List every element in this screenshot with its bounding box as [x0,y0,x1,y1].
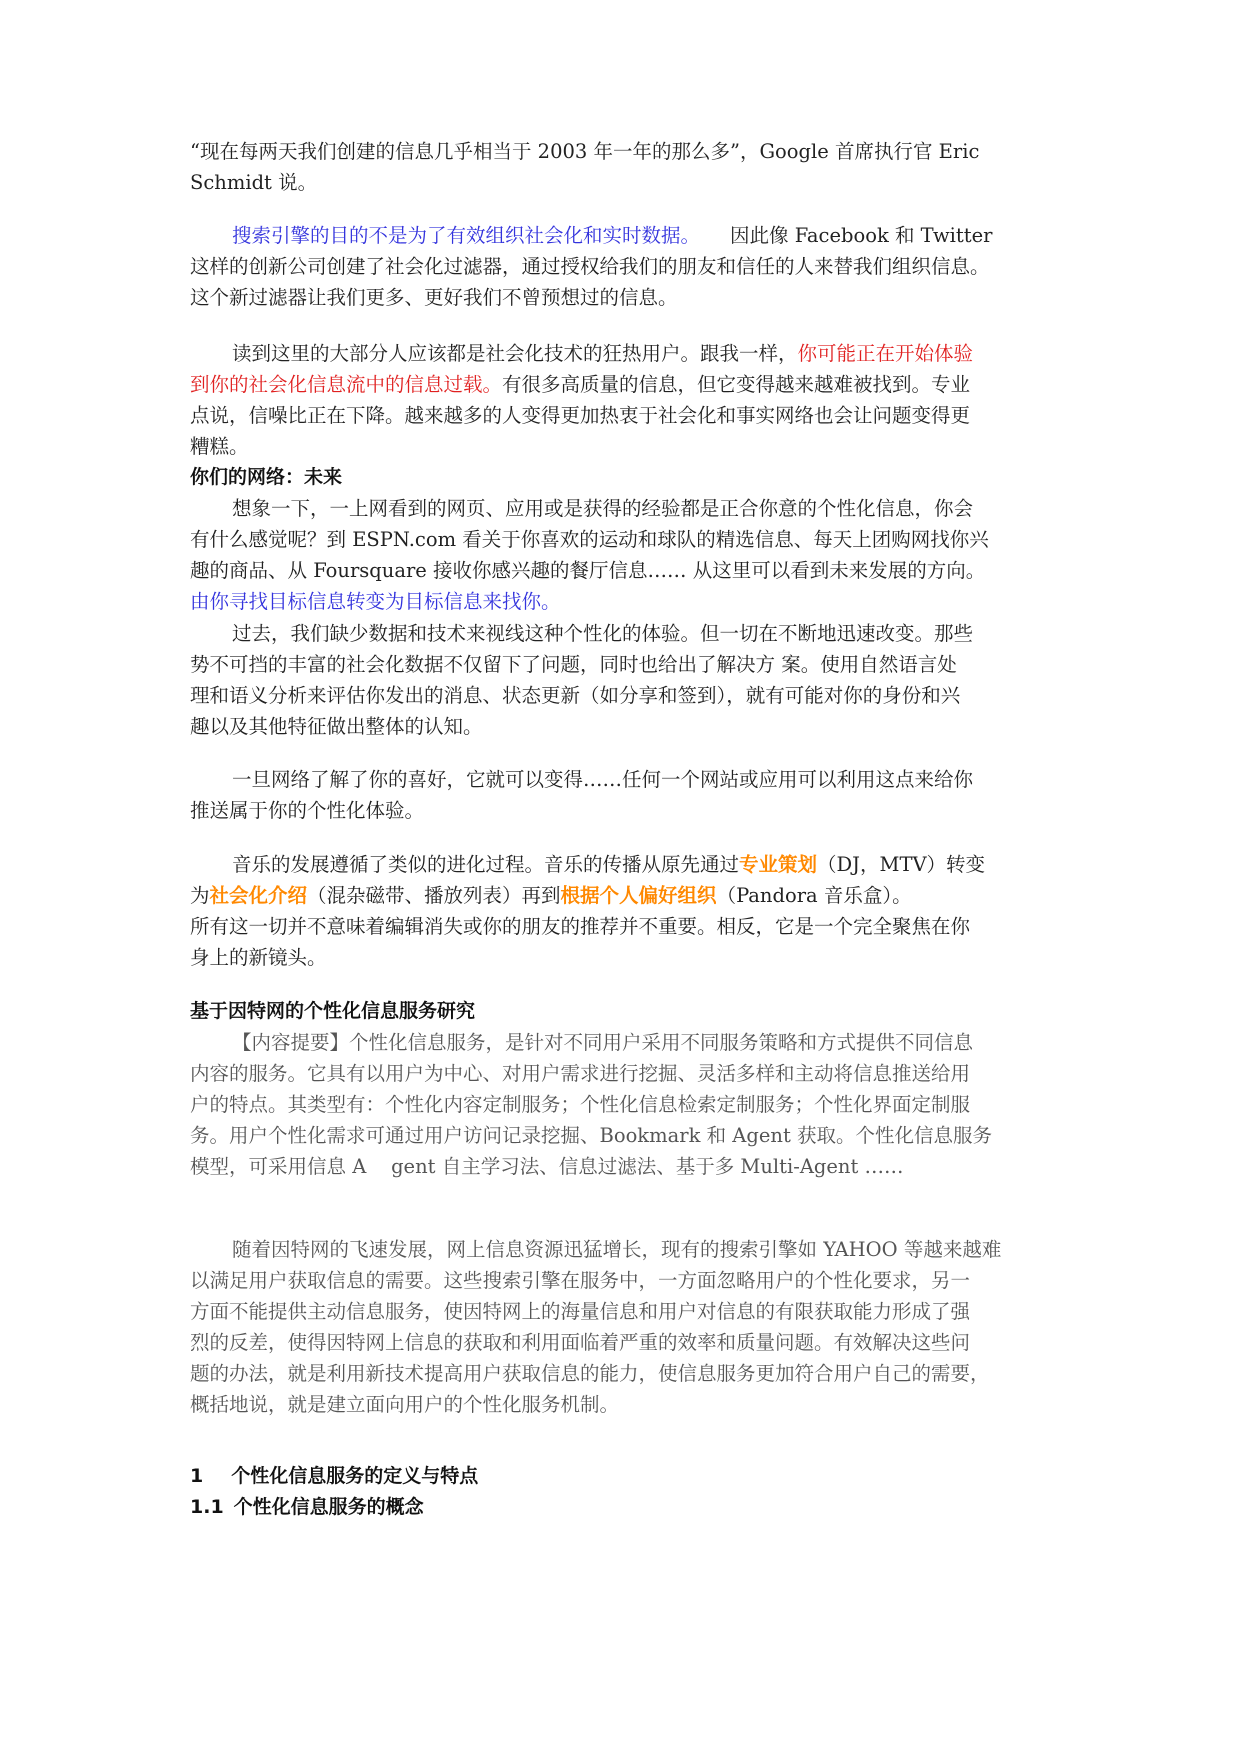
paragraph-2-line-3: 这个新过滤器让我们更多、更好我们不曾预想过的信息。 [190,286,678,309]
section-heading-1-1 [190,1491,424,1524]
paragraph-7-line-2-mid: （混杂磁带、播放列表）再到 [307,884,561,907]
paragraph-4-line-4: 由你寻找目标信息转变为目标信息来找你。 [190,590,561,613]
paragraph-3-line-2-rest: 有很多高质量的信息，但它变得越来越难被找到。专业 [502,373,971,396]
abstract-line-5: 模型，可采用信息 A gent 自主学习法、信息过滤法、基于多 Multi-Agent …… [190,1155,904,1178]
paragraph-9-line-6: 概括地说，就是建立面向用户的个性化服务机制。 [190,1393,620,1416]
paragraph-7-line-1-end: （DJ，MTV）转变 [817,853,986,876]
paragraph-3-line-3: 点说，信噪比正在下降。越来越多的人变得更加热衷于社会化和事实网络也会让问题变得更 [190,404,971,427]
paragraph-9-line-3: 方面不能提供主动信息服务，使因特网上的海量信息和用户对信息的有限获取能力形成了强 [190,1300,971,1323]
paragraph-4-line-1: 想象一下，一上网看到的网页、应用或是获得的经验都是正合你意的个性化信息，你会 [232,497,974,520]
paragraph-7-line-2-end: （Pandora 音乐盒）。 [716,884,912,907]
paragraph-5-line-2: 势不可挡的丰富的社会化数据不仅留下了问题，同时也给出了解决方 案。使用自然语言处 [190,653,957,676]
paragraph-9-line-5: 题的办法，就是利用新技术提高用户获取信息的能力，使信息服务更加符合用户自己的需要， [190,1362,990,1385]
paragraph-4-line-2: 有什么感觉呢？到 ESPN.com 看关于你喜欢的运动和球队的精选信息、每天上团购网找你兴 [190,528,989,551]
abstract-line-3: 户的特点。其类型有：个性化内容定制服务；个性化信息检索定制服务；个性化界面定制服 [190,1093,971,1116]
subsection-title: 个性化信息服务的概念 [233,1496,424,1518]
paragraph-3-line-2 [190,368,970,401]
paragraph-1-line-1: “现在每两天我们创建的信息几乎相当于 2003 年一年的那么多”，Google 首席执行官 Eric [190,140,980,163]
subsection-number: 1.1 [190,1496,224,1518]
highlight-red-text: 你可能正在开始体验 [797,342,974,365]
heading-research: 基于因特网的个性化信息服务研究 [190,1000,476,1022]
paragraph-3-line-1-text: 读到这里的大部分人应该都是社会化技术的狂热用户。跟我一样， [232,342,798,365]
section-heading-1 [190,1460,478,1493]
paragraph-1-line-2: Schmidt 说。 [190,171,318,194]
section-title: 个性化信息服务的定义与特点 [231,1465,479,1487]
paragraph-2-line-1-rest: 因此像 Facebook 和 Twitter [730,224,993,247]
paragraph-3-line-4: 糟糕。 [190,435,249,458]
paragraph-7-line-3: 所有这一切并不意味着编辑消失或你的朋友的推荐并不重要。相反，它是一个完全聚焦在你 [190,915,971,938]
paragraph-2-line-2: 这样的创新公司创建了社会化过滤器，通过授权给我们的朋友和信任的人来替我们组织信息。 [190,255,990,278]
paragraph-5-line-3: 理和语义分析来评估你发出的消息、状态更新（如分享和签到），就有可能对你的身份和兴 [190,684,961,707]
paragraph-5-line-1: 过去，我们缺少数据和技术来视线这种个性化的体验。但一切在不断地迅速改变。那些 [232,622,974,645]
abstract-line-2: 内容的服务。它具有以用户为中心、对用户需求进行挖掘、灵活多样和主动将信息推送给用 [190,1062,971,1085]
highlight-orange-text-3: 根据个人偏好组织 [560,884,717,907]
paragraph-5-line-4: 趣以及其他特征做出整体的认知。 [190,715,483,738]
abstract-line-4: 务。用户个性化需求可通过用户访问记录挖掘、Bookmark 和 Agent 获取。个性化信息服务 [190,1124,992,1147]
heading-future: 你们的网络：未来 [190,466,343,488]
paragraph-9-line-1: 随着因特网的飞速发展，网上信息资源迅猛增长，现有的搜索引擎如 YAHOO 等越来越难 [232,1238,1002,1261]
paragraph-7-line-4: 身上的新镜头。 [190,946,327,969]
paragraph-4-line-3: 趣的商品、从 Foursquare 接收你感兴趣的餐厅信息…… 从这里可以看到未来发展的方向。 [190,559,986,582]
paragraph-7-line-2-start: 为 [190,884,210,907]
paragraph-6-line-1: 一旦网络了解了你的喜好，它就可以变得……任何一个网站或应用可以利用这点来给你 [232,768,974,791]
paragraph-9-line-2: 以满足用户获取信息的需要。这些搜索引擎在服务中，一方面忽略用户的个性化要求，另一 [190,1269,971,1292]
highlight-orange-text: 专业策划 [739,853,818,876]
paragraph-7-line-1-text: 音乐的发展遵循了类似的进化过程。音乐的传播从原先通过 [232,853,740,876]
abstract-line-1: 【内容提要】个性化信息服务，是针对不同用户采用不同服务策略和方式提供不同信息 [232,1031,974,1054]
paragraph-9-line-4: 烈的反差，使得因特网上信息的获取和利用面临着严重的效率和质量问题。有效解决这些问 [190,1331,971,1354]
paragraph-2-line-1 [232,219,992,252]
paragraph-7-line-2 [190,879,912,912]
paragraph-7-line-1 [232,848,985,881]
section-number: 1 [190,1465,204,1487]
paragraph-6-line-2: 推送属于你的个性化体验。 [190,799,425,822]
highlight-blue-text: 搜索引擎的目的不是为了有效组织社会化和实时数据。 [232,224,701,247]
highlight-orange-text-2: 社会化介绍 [209,884,308,907]
highlight-red-text-2: 到你的社会化信息流中的信息过载。 [190,373,503,396]
paragraph-3-line-1 [232,337,973,370]
